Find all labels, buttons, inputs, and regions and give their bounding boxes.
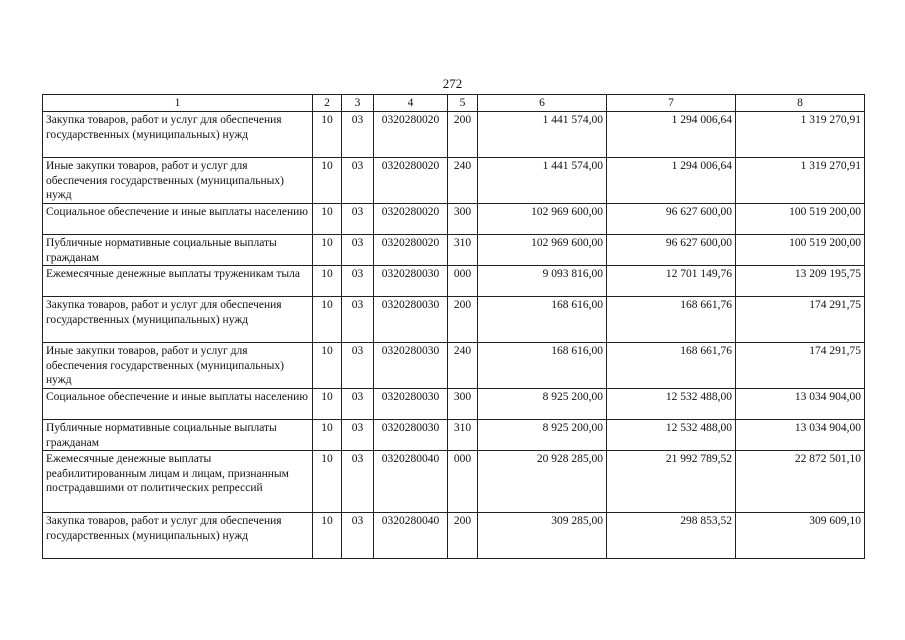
row-name: Социальное обеспечение и иные выплаты населению [43,204,313,235]
row-amount-6: 309 285,00 [478,513,607,559]
row-amount-6: 9 093 816,00 [478,266,607,297]
row-expense-type: 200 [448,513,478,559]
row-target-code: 0320280020 [374,112,448,158]
budget-table [42,94,865,559]
row-amount-7: 298 853,52 [607,513,736,559]
row-expense-type: 240 [448,158,478,204]
row-amount-8: 1 319 270,91 [736,158,865,204]
row-amount-7: 168 661,76 [607,297,736,343]
row-section: 10 [313,112,342,158]
row-target-code: 0320280030 [374,389,448,420]
row-amount-7: 12 532 488,00 [607,420,736,451]
row-expense-type: 310 [448,235,478,266]
row-subsection: 03 [342,420,374,451]
row-expense-type: 240 [448,343,478,389]
row-amount-8: 1 319 270,91 [736,112,865,158]
row-amount-8: 13 034 904,00 [736,420,865,451]
row-amount-8: 309 609,10 [736,513,865,559]
row-section: 10 [313,389,342,420]
row-amount-8: 13 209 195,75 [736,266,865,297]
table-row [43,266,865,297]
row-amount-7: 96 627 600,00 [607,204,736,235]
row-section: 10 [313,297,342,343]
row-amount-7: 1 294 006,64 [607,112,736,158]
row-section: 10 [313,451,342,513]
row-section: 10 [313,420,342,451]
header-col-4: 4 [374,95,448,112]
row-amount-7: 1 294 006,64 [607,158,736,204]
row-expense-type: 000 [448,266,478,297]
header-col-2: 2 [313,95,342,112]
row-amount-8: 13 034 904,00 [736,389,865,420]
row-name: Закупка товаров, работ и услуг для обеспечения государственных (муниципальных) нужд [43,513,313,559]
table-row [43,451,865,513]
table-row [43,297,865,343]
table-body [43,112,865,559]
row-section: 10 [313,513,342,559]
row-amount-7: 12 532 488,00 [607,389,736,420]
row-name: Иные закупки товаров, работ и услуг для обеспечения государственных (муниципальных) нужд [43,343,313,389]
row-expense-type: 310 [448,420,478,451]
row-subsection: 03 [342,204,374,235]
row-amount-6: 168 616,00 [478,343,607,389]
row-expense-type: 300 [448,204,478,235]
row-name: Публичные нормативные социальные выплаты гражданам [43,420,313,451]
row-amount-8: 100 519 200,00 [736,235,865,266]
row-subsection: 03 [342,343,374,389]
table-row [43,204,865,235]
header-col-1: 1 [43,95,313,112]
row-amount-8: 174 291,75 [736,297,865,343]
row-amount-8: 22 872 501,10 [736,451,865,513]
row-subsection: 03 [342,389,374,420]
row-target-code: 0320280030 [374,266,448,297]
row-name: Закупка товаров, работ и услуг для обеспечения государственных (муниципальных) нужд [43,297,313,343]
row-amount-6: 102 969 600,00 [478,235,607,266]
header-row [43,95,865,112]
table-row [43,343,865,389]
row-subsection: 03 [342,297,374,343]
row-target-code: 0320280020 [374,235,448,266]
row-amount-6: 102 969 600,00 [478,204,607,235]
row-amount-6: 20 928 285,00 [478,451,607,513]
row-target-code: 0320280030 [374,420,448,451]
row-expense-type: 200 [448,297,478,343]
row-name: Публичные нормативные социальные выплаты гражданам [43,235,313,266]
table-row [43,112,865,158]
row-amount-8: 174 291,75 [736,343,865,389]
table-row [43,513,865,559]
row-subsection: 03 [342,112,374,158]
row-expense-type: 300 [448,389,478,420]
row-amount-7: 12 701 149,76 [607,266,736,297]
row-subsection: 03 [342,158,374,204]
table-row [43,420,865,451]
row-amount-6: 8 925 200,00 [478,420,607,451]
table-row [43,158,865,204]
row-name: Ежемесячные денежные выплаты труженикам тыла [43,266,313,297]
row-subsection: 03 [342,235,374,266]
page-number: 272 [442,76,463,91]
row-target-code: 0320280020 [374,204,448,235]
row-amount-6: 1 441 574,00 [478,158,607,204]
table-row [43,389,865,420]
row-name: Ежемесячные денежные выплаты реабилитированным лицам и лицам, признанным пострадавшими от политических репрессий [43,451,313,513]
row-target-code: 0320280030 [374,343,448,389]
header-col-5: 5 [448,95,478,112]
row-section: 10 [313,343,342,389]
row-section: 10 [313,158,342,204]
row-target-code: 0320280020 [374,158,448,204]
row-amount-6: 1 441 574,00 [478,112,607,158]
row-amount-8: 100 519 200,00 [736,204,865,235]
row-section: 10 [313,235,342,266]
row-expense-type: 000 [448,451,478,513]
row-name: Иные закупки товаров, работ и услуг для обеспечения государственных (муниципальных) нужд [43,158,313,204]
row-amount-6: 8 925 200,00 [478,389,607,420]
header-col-7: 7 [607,95,736,112]
row-target-code: 0320280040 [374,451,448,513]
row-expense-type: 200 [448,112,478,158]
row-section: 10 [313,266,342,297]
row-amount-6: 168 616,00 [478,297,607,343]
row-subsection: 03 [342,513,374,559]
header-col-3: 3 [342,95,374,112]
header-col-8: 8 [736,95,865,112]
row-target-code: 0320280030 [374,297,448,343]
table-row [43,235,865,266]
row-subsection: 03 [342,451,374,513]
row-amount-7: 168 661,76 [607,343,736,389]
row-name: Социальное обеспечение и иные выплаты населению [43,389,313,420]
row-subsection: 03 [342,266,374,297]
row-amount-7: 21 992 789,52 [607,451,736,513]
row-amount-7: 96 627 600,00 [607,235,736,266]
row-target-code: 0320280040 [374,513,448,559]
row-name: Закупка товаров, работ и услуг для обеспечения государственных (муниципальных) нужд [43,112,313,158]
header-col-6: 6 [478,95,607,112]
row-section: 10 [313,204,342,235]
